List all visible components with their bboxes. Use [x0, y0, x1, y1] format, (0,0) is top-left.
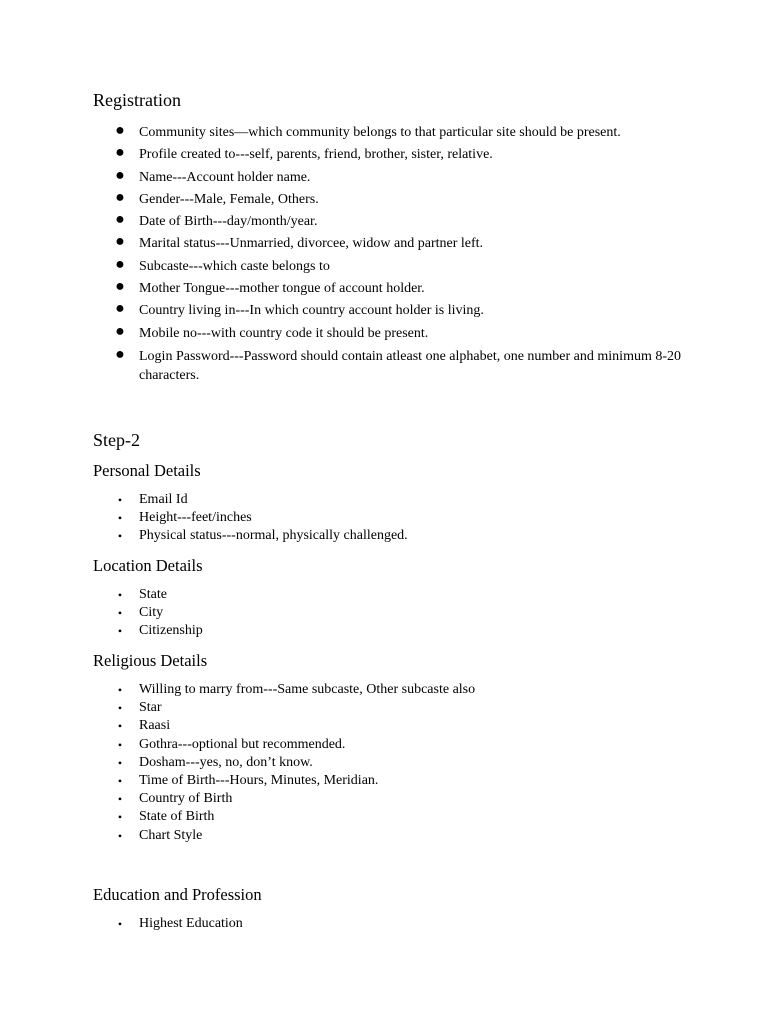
education-heading: Education and Profession — [93, 885, 262, 904]
list-item: • Willing to marry from---Same subcaste, Other subcaste also — [0, 681, 768, 699]
list-item: • Time of Birth---Hours, Minutes, Meridian. — [0, 772, 768, 790]
bullet-icon: ● — [115, 122, 125, 139]
bullet-icon: ● — [115, 188, 125, 206]
personal-details-list — [0, 491, 768, 546]
list-item: • State — [0, 586, 768, 604]
list-item: • Dosham---yes, no, don’t know. — [0, 754, 768, 772]
bullet-icon: • — [117, 701, 123, 716]
bullet-icon: ● — [115, 255, 125, 273]
education-list — [0, 915, 768, 933]
list-item: • Gothra---optional but recommended. — [0, 736, 768, 754]
bullet-icon: ● — [115, 166, 125, 184]
registration-heading: Registration — [93, 90, 181, 110]
step2-heading: Step-2 — [93, 430, 140, 450]
bullet-icon: • — [117, 792, 123, 807]
list-item: • Highest Education — [0, 915, 768, 933]
bullet-icon: • — [117, 511, 123, 526]
list-item: • Raasi — [0, 717, 768, 735]
list-item: ● Login Password---Password should contain atleast one alphabet, one number and minimum 8-20 characters. — [115, 345, 682, 384]
list-item: • City — [0, 604, 768, 622]
bullet-icon: • — [117, 493, 123, 507]
list-item: ● Gender---Male, Female, Others. — [115, 188, 319, 207]
religious-details-heading: Religious Details — [93, 651, 208, 670]
bullet-icon: • — [117, 737, 123, 752]
list-item: ● Profile created to---self, parents, friend, brother, sister, relative. — [115, 144, 493, 163]
bullet-icon: • — [117, 606, 123, 621]
bullet-icon: ● — [115, 144, 125, 162]
bullet-icon: • — [117, 917, 123, 931]
list-item: ● Subcaste---which caste belongs to — [115, 255, 330, 274]
list-item: • Physical status---normal, physically challenged. — [0, 527, 768, 545]
bullet-icon: • — [117, 683, 123, 697]
bullet-icon: • — [117, 719, 123, 734]
bullet-icon: ● — [115, 233, 125, 251]
religious-details-list — [0, 681, 768, 845]
list-item: • Country of Birth — [0, 790, 768, 808]
list-item: • Citizenship — [0, 622, 768, 640]
list-item: ● Community sites—which community belongs to that particular site should be present. — [115, 122, 621, 140]
bullet-icon: ● — [115, 300, 125, 318]
personal-details-heading: Personal Details — [93, 461, 201, 480]
list-item: • Height---feet/inches — [0, 509, 768, 527]
bullet-icon: ● — [115, 322, 125, 340]
bullet-icon: ● — [115, 278, 125, 296]
list-item: • Email Id — [0, 491, 768, 509]
list-item: ● Mobile no---with country code it should be present. — [115, 322, 429, 341]
bullet-icon: • — [117, 773, 123, 788]
bullet-icon: • — [117, 828, 123, 843]
list-item: • State of Birth — [0, 808, 768, 826]
list-item: ● Date of Birth---day/month/year. — [115, 211, 318, 230]
list-item: ● Name---Account holder name. — [115, 166, 311, 185]
location-details-list — [0, 586, 768, 641]
list-item: • Chart Style — [0, 827, 768, 845]
bullet-icon: • — [117, 810, 123, 825]
bullet-icon: • — [117, 755, 123, 770]
bullet-icon: • — [117, 529, 123, 544]
list-item: ● Marital status---Unmarried, divorcee, widow and partner left. — [115, 233, 484, 252]
bullet-icon: ● — [115, 211, 125, 229]
registration-list — [0, 124, 768, 390]
bullet-icon: ● — [115, 345, 125, 363]
location-details-heading: Location Details — [93, 556, 203, 575]
list-item: • Star — [0, 699, 768, 717]
list-item: ● Country living in---In which country account holder is living. — [115, 300, 484, 319]
bullet-icon: • — [117, 624, 123, 639]
list-item: ● Mother Tongue---mother tongue of account holder. — [115, 278, 425, 297]
bullet-icon: • — [117, 588, 123, 602]
